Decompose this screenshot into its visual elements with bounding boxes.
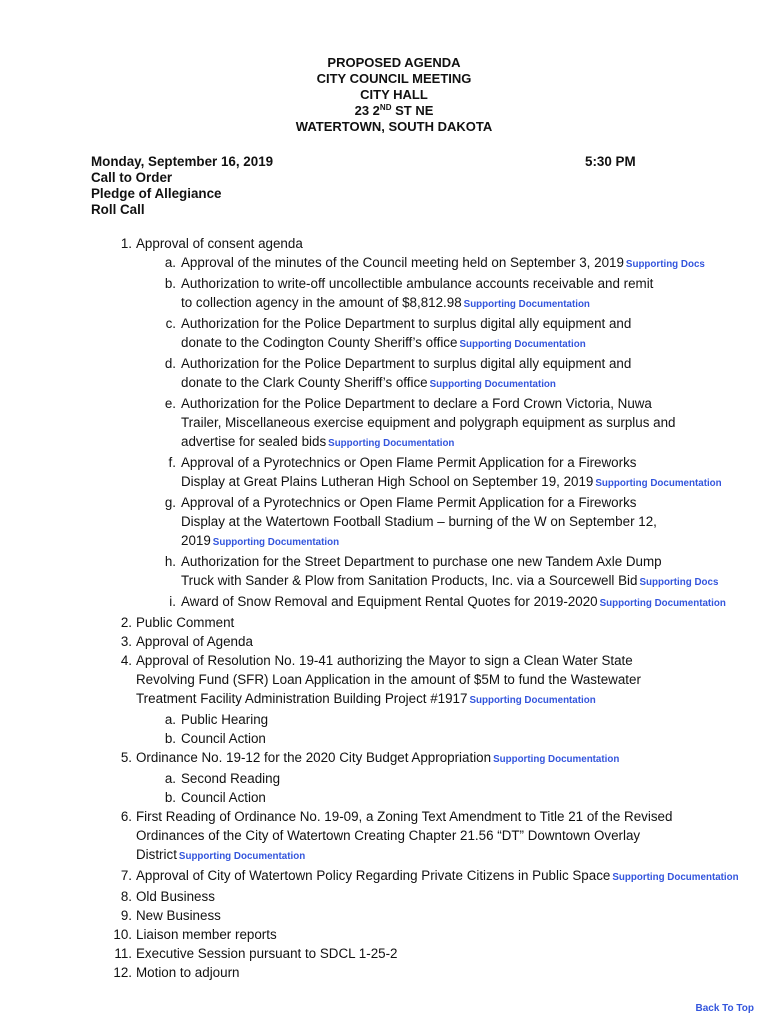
header-address (0, 103, 770, 119)
agenda-item-4-cont (0, 670, 770, 689)
supporting-documentation-link[interactable]: Supporting Documentation (599, 598, 726, 609)
item-number: d. (164, 356, 176, 371)
agenda-item-2 (0, 613, 770, 632)
item-number: 7. (120, 868, 132, 883)
item-number: 12. (113, 965, 132, 980)
agenda-item-6 (0, 807, 770, 826)
back-to-top-link[interactable]: Back To Top (695, 1003, 754, 1014)
item-text: Public Hearing (181, 712, 269, 727)
item-number: 1. (120, 236, 132, 251)
agenda-item-11 (0, 944, 770, 963)
agenda-item-3 (0, 632, 770, 651)
item-number: 9. (120, 908, 132, 923)
roll-call: Roll Call (91, 202, 145, 217)
agenda-item-5 (0, 748, 770, 769)
item-text: Approval of consent agenda (136, 236, 303, 251)
item-text: Ordinances of the City of Watertown Creating Chapter 21.56 “DT” Downtown Overlay (136, 828, 641, 843)
item-text: Second Reading (181, 771, 281, 786)
supporting-documentation-link[interactable]: Supporting Documentation (612, 872, 739, 883)
item-text: donate to the Clark County Sheriff’s office (181, 375, 428, 390)
agenda-item-1i (0, 592, 770, 613)
item-text: Approval of the minutes of the Council meeting held on September 3, 2019 (181, 255, 624, 270)
item-text: Executive Session pursuant to SDCL 1-25-2 (136, 946, 398, 961)
item-number: i. (169, 594, 176, 609)
agenda-item-10 (0, 925, 770, 944)
agenda-item-1c (0, 314, 770, 333)
pledge-of-allegiance: Pledge of Allegiance (91, 186, 222, 201)
item-number: h. (164, 554, 176, 569)
supporting-documentation-link[interactable]: Supporting Documentation (493, 754, 620, 765)
header-meeting: CITY COUNCIL MEETING (316, 71, 472, 86)
item-text: Revolving Fund (SFR) Loan Application in the amount of $5M to fund the Wastewater (136, 672, 641, 687)
item-text: donate to the Codington County Sheriff’s office (181, 335, 458, 350)
agenda-item-4 (0, 651, 770, 670)
item-number: c. (165, 316, 176, 331)
agenda-item-1b-cont (0, 293, 770, 314)
item-number: 4. (120, 653, 132, 668)
agenda-item-1g-cont2 (0, 531, 770, 552)
call-to-order: Call to Order (91, 170, 173, 185)
agenda-item-1c-cont (0, 333, 770, 354)
item-text: Authorization for the Police Department to surplus digital ally equipment and (181, 316, 632, 331)
agenda-item-1g (0, 493, 770, 512)
item-text: Award of Snow Removal and Equipment Rental Quotes for 2019-2020 (181, 594, 598, 609)
item-text: Liaison member reports (136, 927, 277, 942)
header-location: CITY HALL (360, 87, 428, 102)
item-text: Authorization to write-off uncollectible ambulance accounts receivable and remit (181, 276, 654, 291)
agenda-item-1e (0, 394, 770, 413)
item-text: Treatment Facility Administration Building Project #1917 (136, 691, 468, 706)
agenda-item-6-cont (0, 826, 770, 845)
item-text: Approval of a Pyrotechnics or Open Flame Permit Application for a Fireworks (181, 455, 637, 470)
supporting-documentation-link[interactable]: Supporting Documentation (178, 851, 306, 862)
agenda-item-8 (0, 887, 770, 906)
item-text: to collection agency in the amount of $8,812.98 (181, 295, 462, 310)
item-number: 6. (120, 809, 132, 824)
item-text: Approval of Agenda (136, 634, 253, 649)
agenda-item-4a (0, 710, 770, 729)
item-text: Public Comment (136, 615, 235, 630)
agenda-item-1g-cont (0, 512, 770, 531)
agenda-item-4b (0, 729, 770, 748)
item-number: 11. (114, 946, 132, 961)
supporting-documentation-link[interactable]: Supporting Documentation (463, 299, 590, 310)
item-text: Approval of City of Watertown Policy Regarding Private Citizens in Public Space (136, 868, 611, 883)
agenda-item-1b (0, 274, 770, 293)
agenda-item-5b (0, 788, 770, 807)
item-text: Authorization for the Police Department to declare a Ford Crown Victoria, Nuwa (181, 396, 652, 411)
supporting-documentation-link[interactable]: Supporting Documentation (429, 379, 556, 390)
agenda-item-1d-cont (0, 373, 770, 394)
agenda-item-12 (0, 963, 770, 982)
item-number: a. (164, 255, 176, 270)
agenda-item-4-cont2 (0, 689, 770, 710)
agenda-item-1f-cont (0, 472, 770, 493)
meeting-time: 5:30 PM (585, 154, 636, 169)
header-city: WATERTOWN, SOUTH DAKOTA (295, 119, 493, 134)
item-text: Display at Great Plains Lutheran High School on September 19, 2019 (181, 474, 594, 489)
agenda-item-6-cont2 (0, 845, 770, 866)
supporting-documentation-link[interactable]: Supporting Documentation (328, 438, 455, 449)
supporting-docs-link[interactable]: Supporting Docs (625, 259, 705, 270)
item-text: New Business (136, 908, 221, 923)
agenda-item-1e-cont2 (0, 432, 770, 453)
agenda-item-1d (0, 354, 770, 373)
item-text: Approval of Resolution No. 19-41 authorizing the Mayor to sign a Clean Water State (136, 653, 633, 668)
meeting-meta (91, 154, 273, 218)
agenda-item-1f (0, 453, 770, 472)
item-text: Ordinance No. 19-12 for the 2020 City Budget Appropriation (136, 750, 492, 765)
item-number: a. (164, 771, 176, 786)
item-text: Old Business (136, 889, 215, 904)
agenda-list (0, 234, 770, 982)
item-number: b. (164, 276, 176, 291)
item-number: b. (164, 731, 176, 746)
item-number: 3. (120, 634, 132, 649)
agenda-item-7 (0, 866, 770, 887)
header-address-number: 23 2 (354, 103, 380, 118)
item-text: Authorization for the Street Department to purchase one new Tandem Axle Dump (181, 554, 662, 569)
item-text: advertise for sealed bids (181, 434, 327, 449)
item-text: First Reading of Ordinance No. 19-09, a Zoning Text Amendment to Title 21 of the Revised (136, 809, 673, 824)
agenda-header (0, 55, 770, 135)
item-number: 8. (120, 889, 132, 904)
agenda-item-1h-cont (0, 571, 770, 592)
item-number: 2. (120, 615, 132, 630)
agenda-item-5a (0, 769, 770, 788)
header-title: PROPOSED AGENDA (327, 55, 461, 70)
item-text: Council Action (181, 731, 266, 746)
item-number: f. (168, 455, 176, 470)
item-number: a. (164, 712, 176, 727)
item-number: b. (164, 790, 176, 805)
item-text: Truck with Sander & Plow from Sanitation Products, Inc. via a Sourcewell Bid (181, 573, 638, 588)
item-text: Trailer, Miscellaneous exercise equipment and polygraph equipment as surplus and (181, 415, 676, 430)
item-text: Approval of a Pyrotechnics or Open Flame Permit Application for a Fireworks (181, 495, 637, 510)
supporting-docs-link[interactable]: Supporting Docs (639, 577, 719, 588)
agenda-item-9 (0, 906, 770, 925)
item-number: 10. (113, 927, 132, 942)
meeting-date: Monday, September 16, 2019 (91, 154, 274, 169)
header-address-street: ST NE (391, 103, 434, 118)
header-address-ordinal: ND (379, 103, 392, 112)
supporting-documentation-link[interactable]: Supporting Documentation (469, 695, 596, 706)
item-text: Council Action (181, 790, 266, 805)
item-number: e. (164, 396, 176, 411)
item-text: District (136, 847, 177, 862)
agenda-item-1e-cont (0, 413, 770, 432)
supporting-documentation-link[interactable]: Supporting Documentation (212, 537, 340, 548)
supporting-documentation-link[interactable]: Supporting Documentation (459, 339, 586, 350)
item-text: Authorization for the Police Department to surplus digital ally equipment and (181, 356, 632, 371)
agenda-item-1a (0, 253, 770, 274)
item-number: g. (164, 495, 176, 510)
agenda-item-1h (0, 552, 770, 571)
item-text: Display at the Watertown Football Stadium – burning of the W on September 12, (181, 514, 657, 529)
item-text: Motion to adjourn (136, 965, 240, 980)
agenda-item-1 (0, 234, 770, 253)
item-text: 2019 (181, 533, 211, 548)
item-number: 5. (120, 750, 132, 765)
supporting-documentation-link[interactable]: Supporting Documentation (595, 478, 722, 489)
